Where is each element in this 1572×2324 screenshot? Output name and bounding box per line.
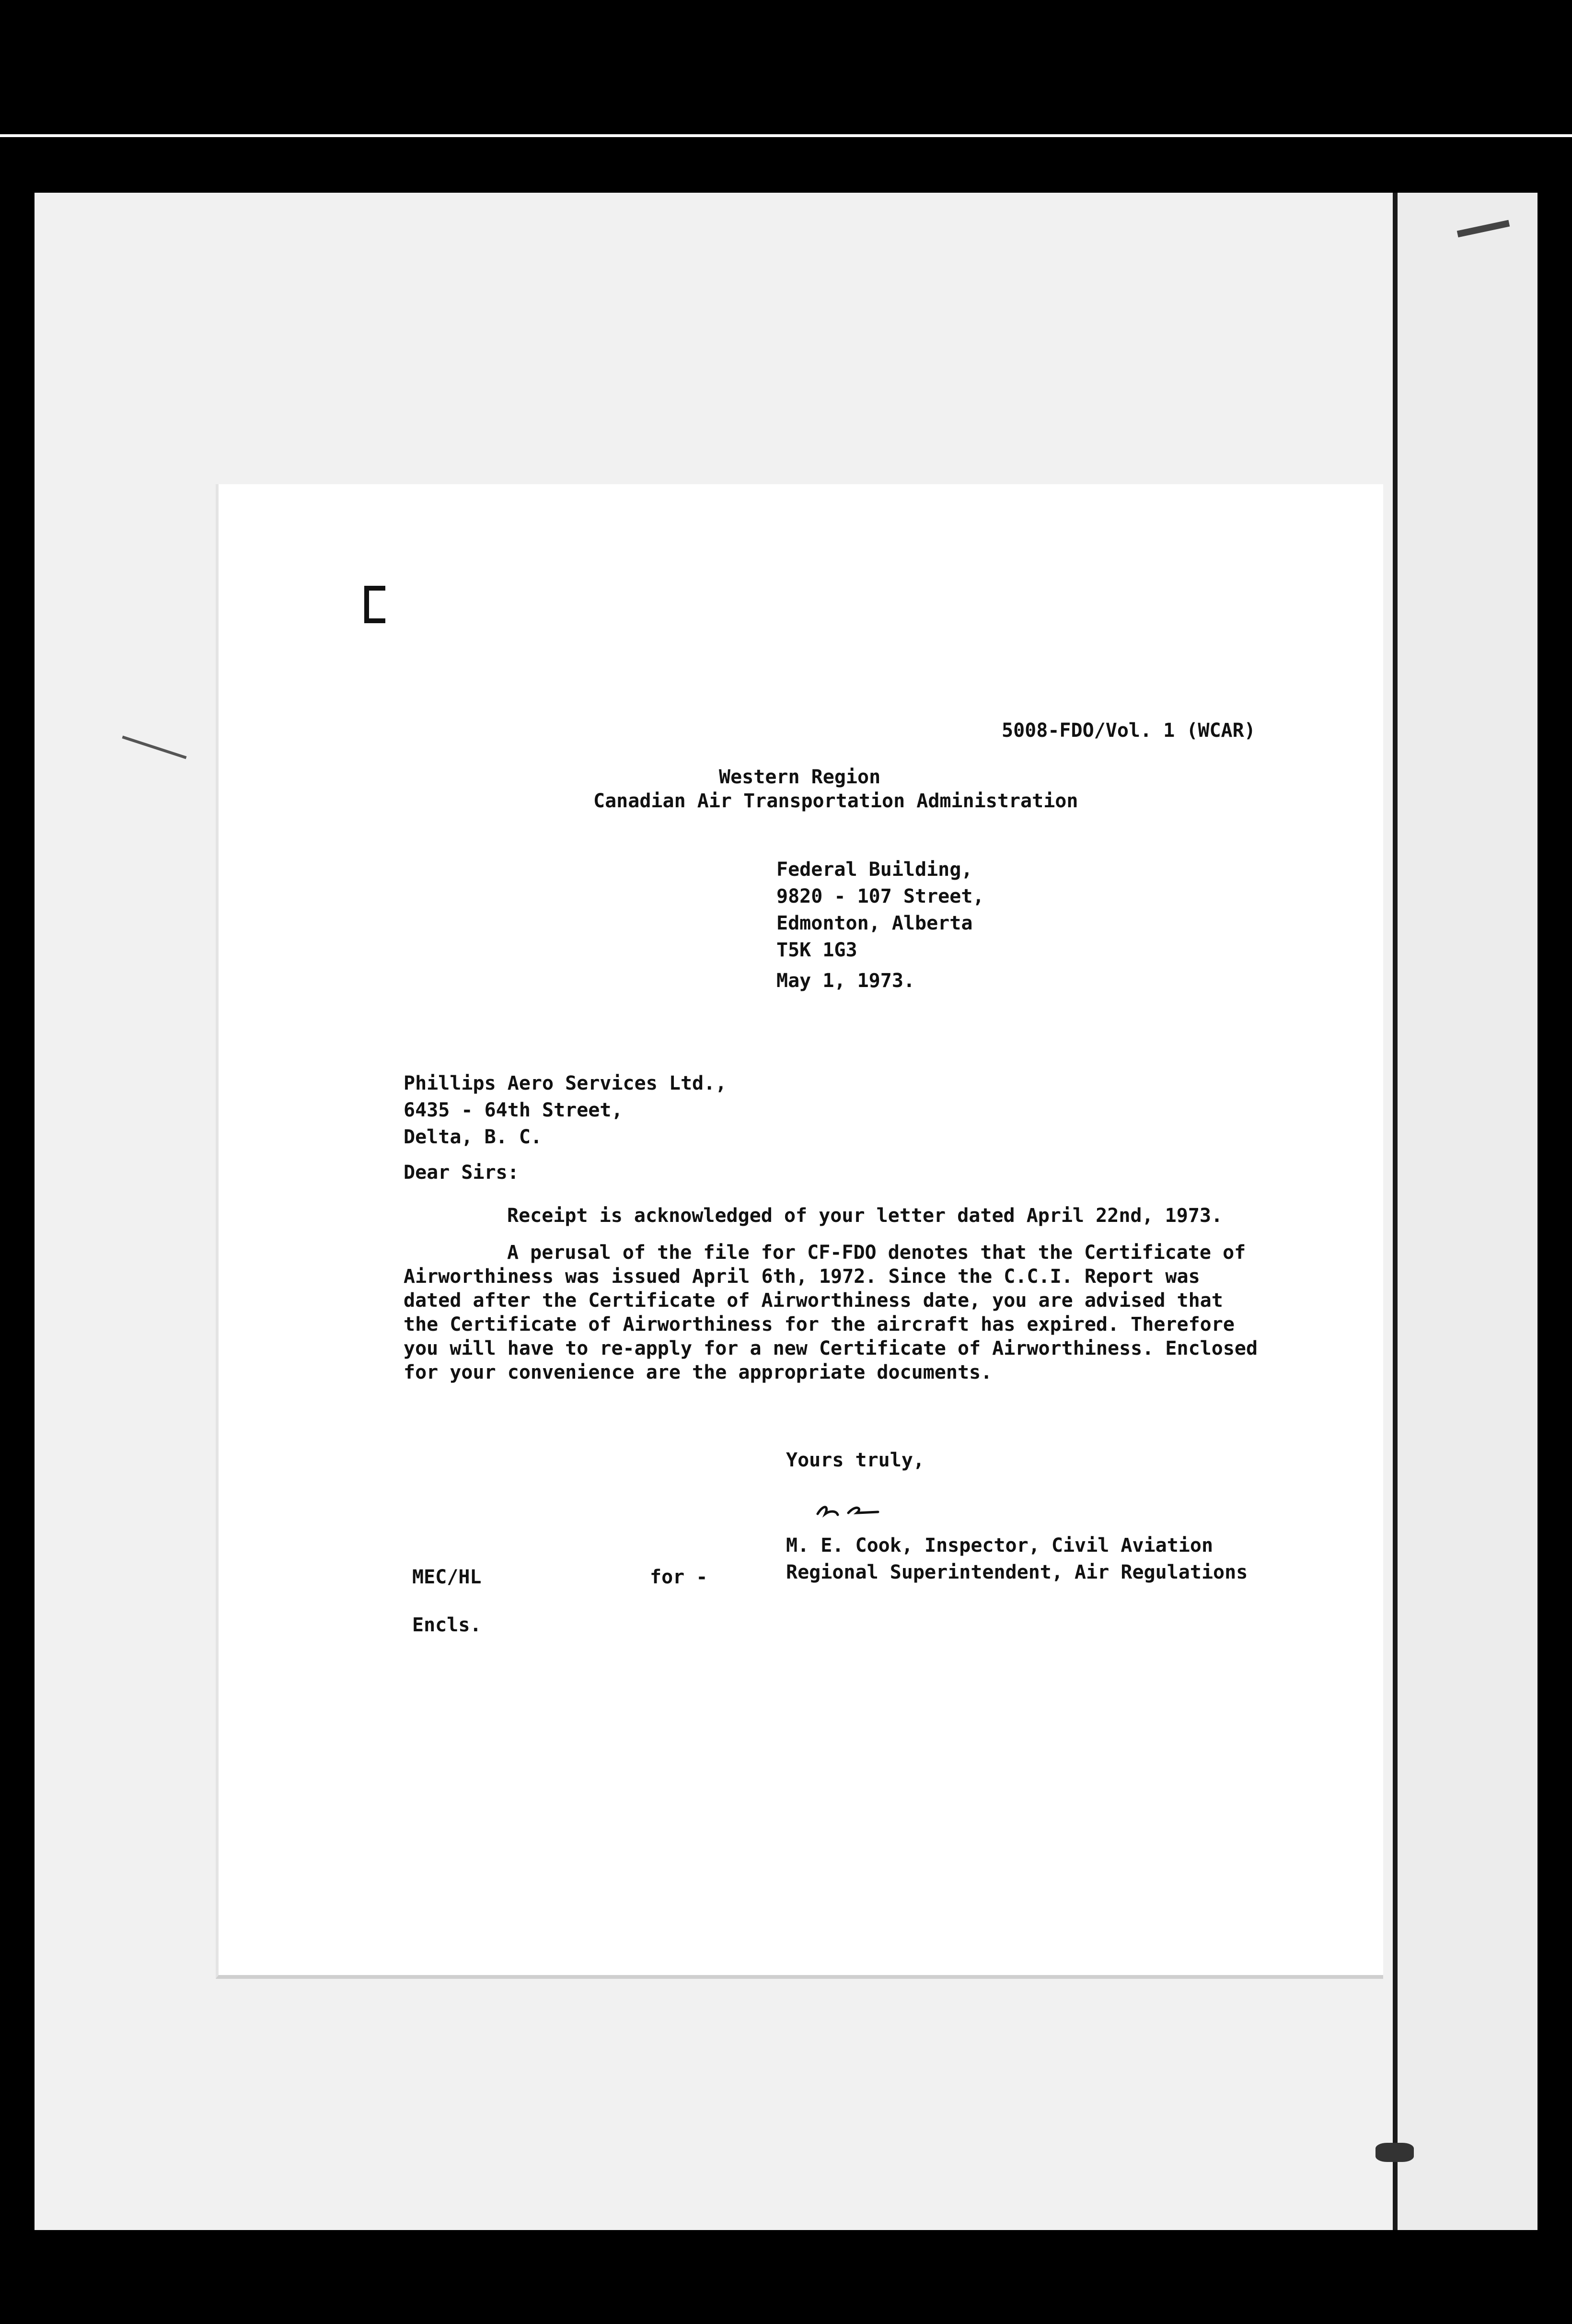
typist-initials: MEC/HL <box>412 1566 482 1588</box>
file-reference: 5008-FDO/Vol. 1 (WCAR) <box>1002 720 1256 742</box>
body-line: A perusal of the file for CF-FDO denotes that the Certificate of <box>507 1242 1246 1264</box>
letter-date: May 1, 1973. <box>776 970 915 992</box>
body-line: Airworthiness was issued April 6th, 1972. Since the C.C.I. Report was <box>404 1266 1200 1288</box>
staple-hole <box>364 586 385 623</box>
enclosures-note: Encls. <box>412 1614 482 1636</box>
letter-page <box>216 484 1383 1979</box>
body-line: for your convenience are the appropriate documents. <box>404 1361 993 1383</box>
closing: Yours truly, <box>786 1449 925 1471</box>
sender-address <box>776 856 984 964</box>
salutation: Dear Sirs: <box>404 1162 519 1184</box>
file-binding-edge <box>1393 193 1537 2230</box>
binding-mark <box>1376 2143 1414 2162</box>
org-line-administration: Canadian Air Transportation Administration <box>593 790 1078 812</box>
address-line: Federal Building, <box>776 859 973 881</box>
body-line: the Certificate of Airworthiness for the aircraft has expired. Therefore <box>404 1313 1235 1336</box>
body-line: you will have to re-apply for a new Certificate of Airworthiness. Enclosed <box>404 1337 1258 1360</box>
signer-line: M. E. Cook, Inspector, Civil Aviation <box>786 1534 1214 1557</box>
address-line: T5K 1G3 <box>776 939 857 961</box>
recipient-line: 6435 - 64th Street, <box>404 1099 623 1121</box>
body-line: dated after the Certificate of Airworthiness date, you are advised that <box>404 1290 1223 1312</box>
recipient-address <box>404 1070 727 1150</box>
recipient-line: Delta, B. C. <box>404 1126 542 1148</box>
handwritten-signature <box>815 1499 882 1523</box>
signer-line: Regional Superintendent, Air Regulations <box>786 1561 1248 1583</box>
for-label: for - <box>650 1566 708 1588</box>
address-line: 9820 - 107 Street, <box>776 885 984 907</box>
address-line: Edmonton, Alberta <box>776 912 973 934</box>
film-frame-line <box>0 134 1572 137</box>
org-line-region: Western Region <box>719 766 881 788</box>
recipient-line: Phillips Aero Services Ltd., <box>404 1072 727 1094</box>
paragraph-acknowledgement: Receipt is acknowledged of your letter dated April 22nd, 1973. <box>507 1205 1223 1227</box>
paragraph-body <box>404 1241 1258 1384</box>
signer-block <box>786 1532 1248 1586</box>
